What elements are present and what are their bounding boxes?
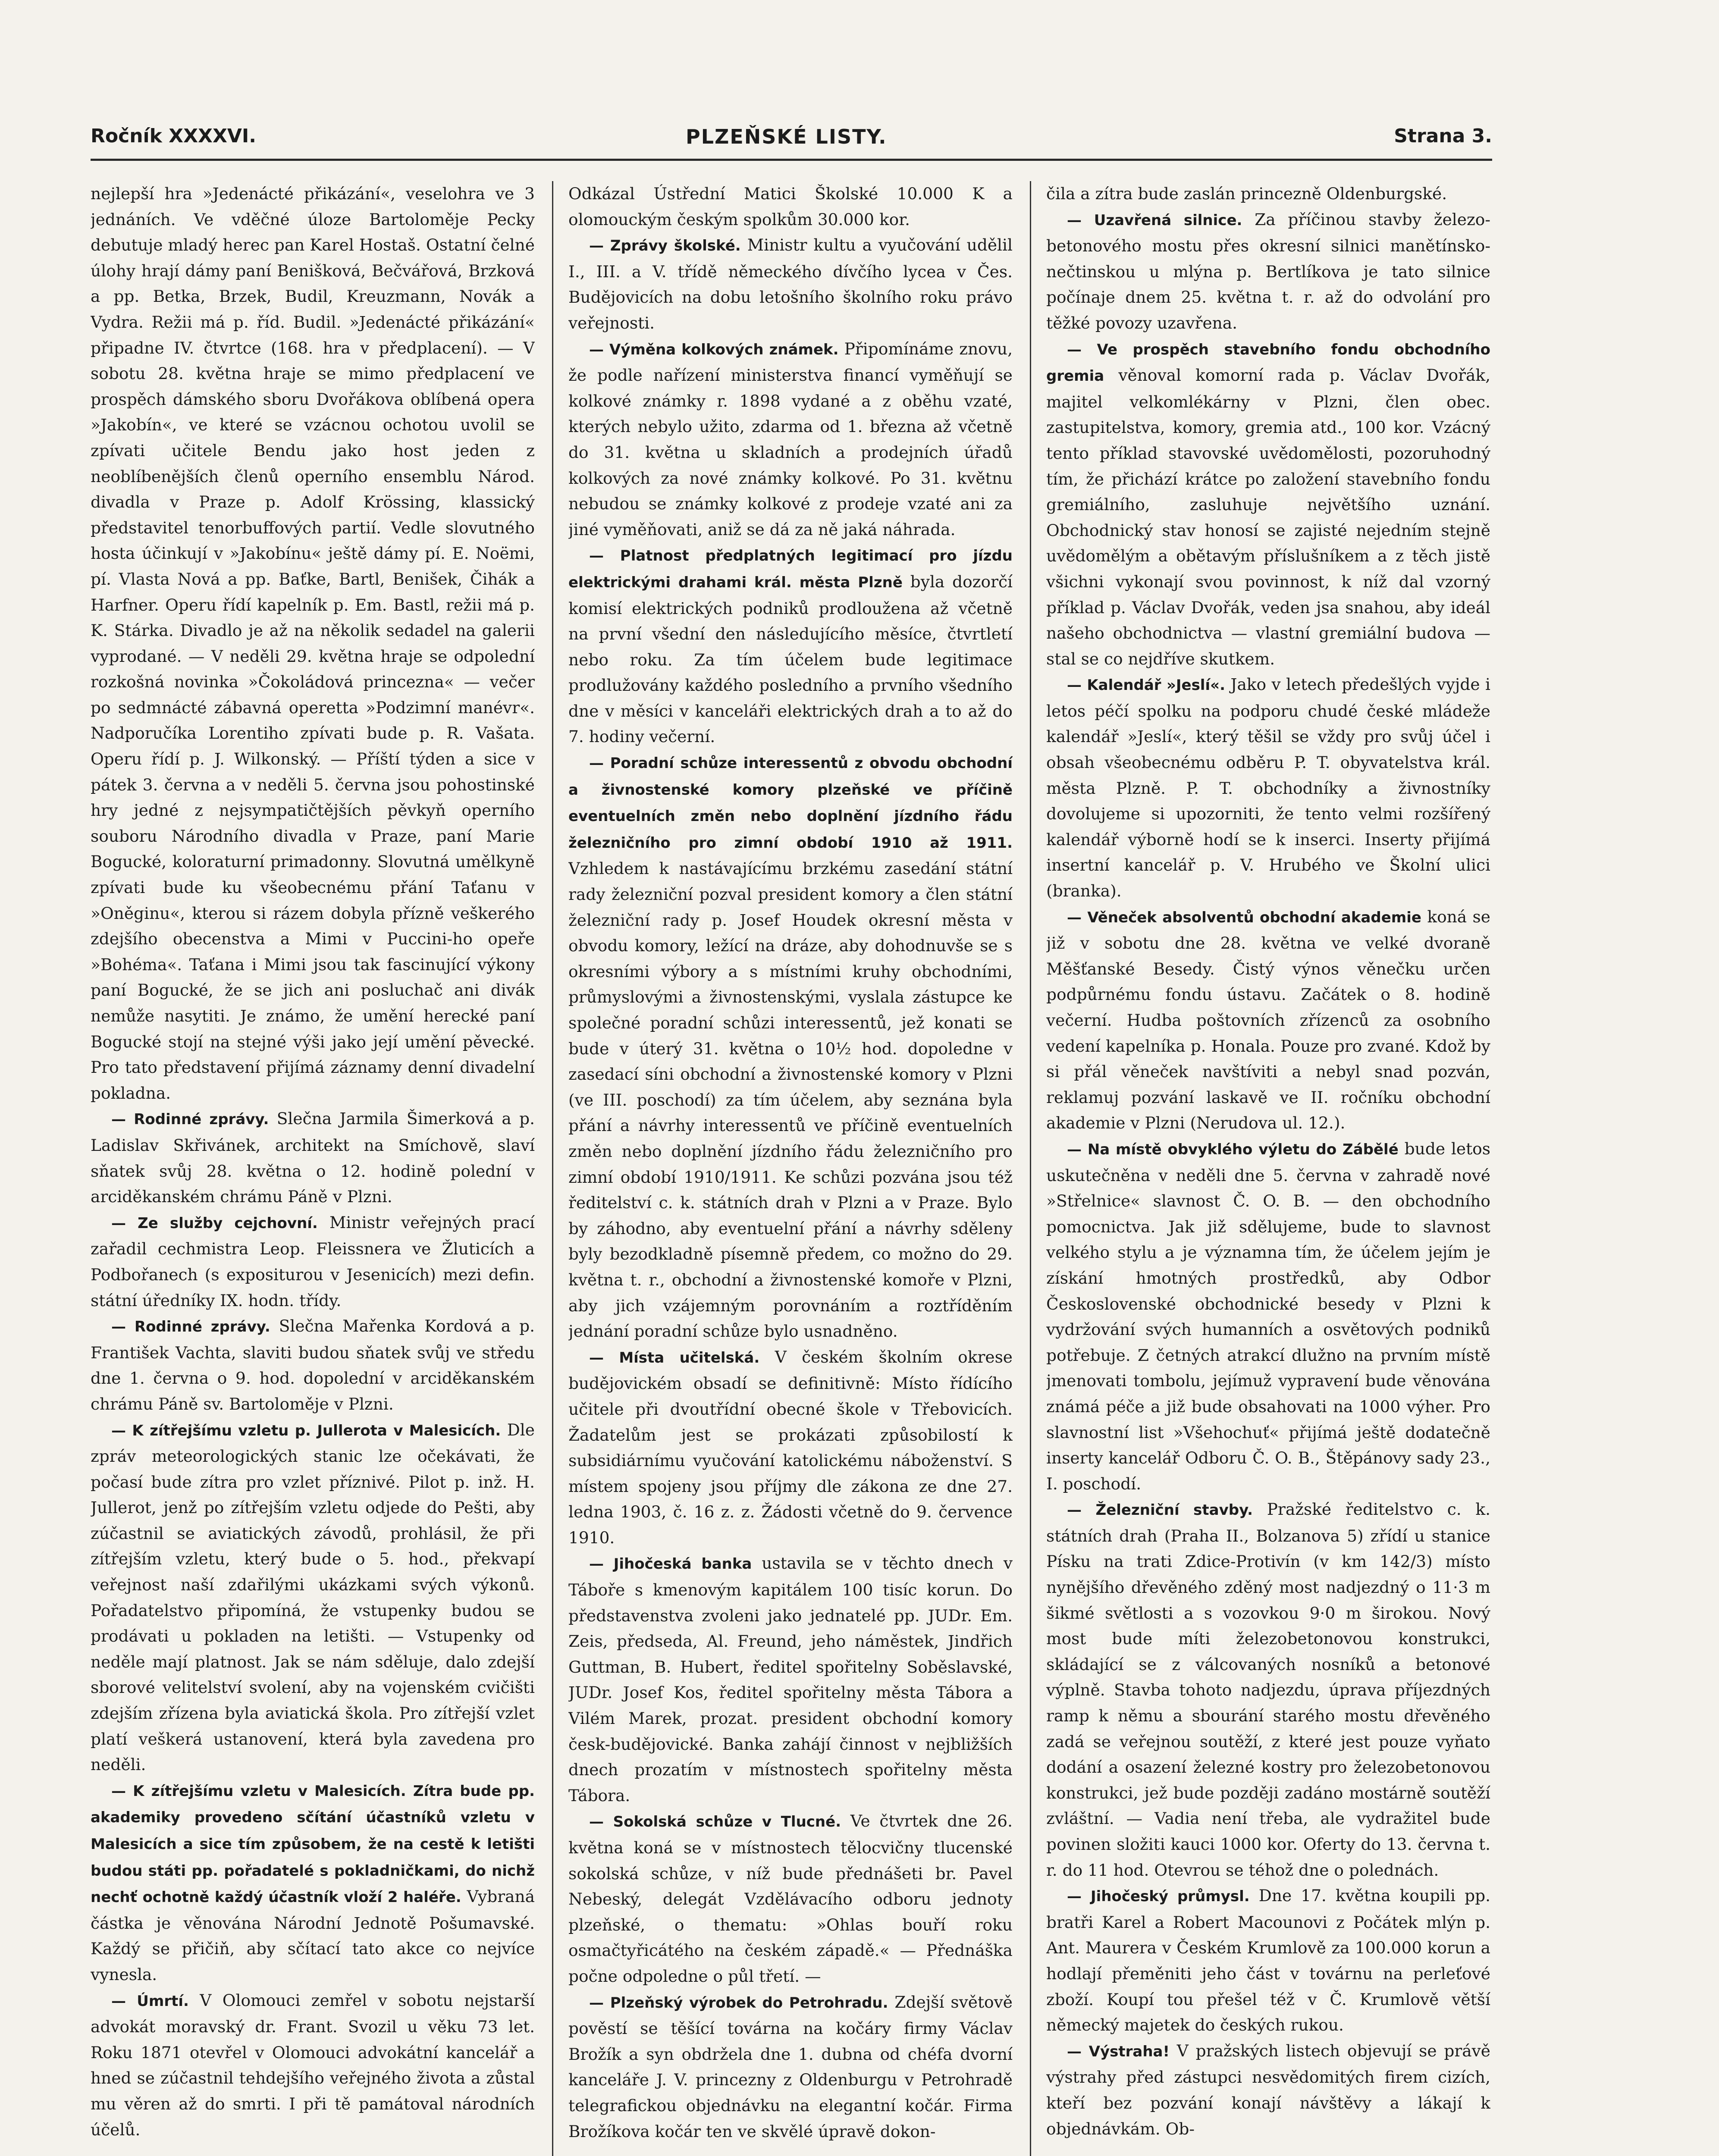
- article-continuation: čila a zítra bude zaslán princezně Oldenburgské.: [1046, 184, 1447, 203]
- article-heading: — Výstraha!: [1067, 2043, 1170, 2060]
- article-body: V pražských listech objevují se právě výstrahy před zástupci nesvědomitých firem cizích, kteří bez pozvání konají návštěvy a lákají k objednávkám. Ob-: [1046, 2041, 1490, 2138]
- article-heading: — Železniční stavby.: [1067, 1501, 1253, 1519]
- article-heading: — Platnost předplatných legitimací pro jízdu elektrickými drahami král. města Plzně: [568, 547, 1013, 591]
- article-body: Ministr kultu a vyučování udělil I., III. a V. třídě německého dívčího lycea v Čes. Budějovicích na dobu letošního školního roku právo veřejnosti.: [568, 235, 1013, 332]
- article-industry: [1046, 1883, 1490, 2038]
- article-body: Vybraná částka je věnována Národní Jednotě Pošumavské. Každý se přičiň, aby sčítací tato akce co nejvíce vynesla.: [91, 1887, 535, 1984]
- article-heading: — K zítřejšímu vzletu p. Jullerota v Malesicích.: [111, 1422, 501, 1439]
- article-body: Jako v letech předešlých vyjde i letos péčí spolku na podporu chudé české mládeže kalendář »Jeslí«, který těšil se vždy pro svůj účel i obsah všeobecnému odběru P. T. obyvatelstva král. města Plzně. P. T. obchodníky a živnostníky dovolujeme si upozorniti, že tento velmi rozšířený kalendář výborně hodí se k inserci. Inserty přijímá insertní kancelář p. V. Hrubého ve Školní ulici (branka).: [1046, 675, 1490, 901]
- article-body: Ve čtvrtek dne 26. května koná se v místnostech tělocvičny tlucenské sokolská schůze, v níž bude přednášeti br. Pavel Nebeský, delegát Vzdělávacího odboru jednoty plzeňské, o thematu: »Ohlas bouří roku osmačtyřicátého na českém západě.« — Přednáška počne odpoledne o půl třetí. —: [568, 1811, 1013, 1986]
- article-body: bude letos uskutečněna v neděli dne 5. června v zahradě nové »Střelnice« slavnost Č. O. B. — den obchodního pomocnictva. Jak již sdělujeme, bude to slavnost velkého stylu a je významna tím, že účelem jejím je získání hmotných prostředků, aby Odbor Československé obchodnické besedy v Plzni k vydržování svých humanních a osvětových podniků potřebuje. Z četných atrakcí dlužno na prvním místě jmenovati tombolu, jejímuž vypravení bude věnována známá péče a již bude obsahovati na 1000 výher. Pro slavnostní list »Všehochuť« přijímá ještě dodatečně inserty kancelář Odboru Č. O. B., Štěpánovy sady 23., I. poschodí.: [1046, 1139, 1490, 1493]
- article-teacher-posts: [568, 1344, 1013, 1551]
- volume-number: Ročník XXXXVI.: [91, 125, 257, 147]
- article-tram-passes: [568, 542, 1013, 750]
- article-family-news: [91, 1106, 535, 1210]
- header-rule: [91, 159, 1492, 161]
- article-body: Za příčinou stavby železo-betonového mostu přes okresní silnici manětínsko-nečtinskou u mlýna p. Bertlíkova je tato silnice počínaje dnem 25. května t. r. až do odvolání pro těžké povozy uzavřena.: [1046, 210, 1490, 332]
- column-divider: [552, 181, 553, 2156]
- article-timetable-meeting: [568, 750, 1013, 1344]
- article-heading: — Věneček absolventů obchodní akademie: [1067, 909, 1421, 926]
- article-calendar: [1046, 672, 1490, 904]
- article-body: Zdejší světově pověstí se těšící továrna na kočáry firmy Václav Brožík a syn obdržela dne 1. dubna od chéfa dvorní kanceláře J. V. princezny z Oldenburgu v Petrohradě telegrafickou objednávku na elegantní kočár. Firma Brožíkova kočár ten ve skvělé úpravě dokon-: [568, 1992, 1013, 2141]
- newspaper-title: PLZEŇSKÉ LISTY.: [686, 125, 887, 148]
- article-body: koná se již v sobotu dne 28. května ve velké dvoraně Měšťanské Besedy. Čistý výnos věnečku určen podpůrnému fondu ústavu. Začátek o 8. hodině večerní. Hudba poštovních zřízenců za osobního vedení kapelníka p. Honala. Pouze pro zvané. Kdož by si přál věneček navštíviti a nebyl snad pozván, reklamuj pozvání laskavě ve II. ročníku obchodní akademie v Plzni (Nerudova ul. 12.).: [1046, 907, 1490, 1133]
- article-body: Dne 17. května koupili pp. bratři Karel a Robert Macounovi z Počátek mlýn p. Ant. Maurera v Českém Krumlově za 100.000 korun a hodlají přeměniti jeho část v továrnu na perleťové zboží. Koupí tou přešel též v Č. Krumlově větší německý majetek do českých rukou.: [1046, 1886, 1490, 2035]
- article-heading: — Jihočeský průmysl.: [1067, 1888, 1250, 1905]
- article-heading: — Plzeňský výrobek do Petrohradu.: [589, 1994, 888, 2012]
- article-heading: — Výměna kolkových známek.: [589, 341, 839, 358]
- article-body: Ministr veřejných prací zařadil cechmistra Leop. Fleissnera ve Žluticích a Podbořanech (s expositurou v Jesenicích) mezi defin. státní úředníky IX. hodn. třídy.: [91, 1213, 535, 1310]
- article-body: V českém školním okrese budějovickém obsadí se definitivně: Místo řídícího učitele při dvoutřídní obecné škole v Třebovicích. Žadatelům jest se prokázati způsobilostí k subsidiárnímu vyučování katolickému náboženství. S místem spojeny jsou příjmy dle zákona ze dne 27. ledna 1903, č. 16 z. z. Žádosti včetně do 9. července 1910.: [568, 1347, 1013, 1547]
- article-continuation: Odkázal Ústřední Matici Školské 10.000 K a olomouckým českým spolkům 30.000 kor.: [568, 184, 1013, 229]
- article-body: Dle zpráv meteorologických stanic lze očekávati, že počasí bude zítra pro vzlet příznivé. Pilot p. inž. H. Jullerot, jenž po zítřejším vzletu odjede do Pešti, aby zúčastnil se aviatických závodů, prohlásil, že při zítřejším vzletu, který bude o 5. hod., překvapí veřejnost naší zdařilými ukázkami svých výkonů. Pořadatelstvo připomíná, že vstupenky budou se prodávati u pokladen na letišti. — Vstupenky od neděle mají platnost. Jak se nám sděluje, dalo zdejší sborové velitelství svolení, aby na vojenském cvičišti zdejším zřízena byla aviatická škola. Pro zítřejší vzlet platí veškerá ustanovení, která byla zavedena pro neděli.: [91, 1420, 535, 1774]
- article-family-news-2: [91, 1313, 535, 1417]
- article-heading: — Zprávy školské.: [589, 237, 741, 255]
- column-3: [1046, 181, 1490, 2156]
- article-heading: — Sokolská schůze v Tlucné.: [589, 1813, 841, 1831]
- article-railway-construction: [1046, 1497, 1490, 1883]
- article-heading: — Jihočeská banka: [589, 1555, 752, 1573]
- column-1: [91, 181, 535, 2156]
- article-heading: — Poradní schůze interessentů z obvodu obchodní a živnostenské komory plzeňské ve příčině eventuelních změn nebo doplnění jízdního řádu železničního pro zimní období 1910 až 1911.: [568, 755, 1013, 852]
- article-body: V Olomouci zemřel v sobotu nejstarší advokát moravský dr. Frant. Svozil u věku 73 let. Roku 1871 otevřel v Olomouci advokátní kancelář a hned se zúčastnil tehdejšího veřejného života a zůstal mu věren až do smrti. I při tě památoval národních účelů.: [91, 1990, 535, 2139]
- article-theatre: nejlepší hra »Jedenácté přikázání«, veselohra ve 3 jednáních. Ve vděčné úloze Bartoloměje Pecky debutuje mladý herec pan Karel Hostaš. Ostatní čelné úlohy hrají dámy paní Benišková, Bečvářová, Brzková a pp. Betka, Brzek, Budil, Kreuzmann, Novák a Vydra. Režii má p. říd. Budil. »Jedenácté přikázání« připadne IV. čtvrtce (168. hra v předplacení). — V sobotu 28. května hraje se mimo předplacení ve prospěch dámského sboru Dvořákova oblíbená opera »Jakobín«, ve které se vzácnou ochotou uvolil se zpívati učitele Bendu jako host jeden z neoblíbenějších členů operního ensemblu Národ. divadla v Praze p. Adolf Krössing, klassický představitel tenorbuffových partií. Vedle slovutného hosta účinkují v »Jakobínu« ještě dámy pí. E. Noëmi, pí. Vlasta Nová a pp. Baťke, Bartl, Benišek, Čihák a Harfner. Operu řídí kapelník p. Em. Bastl, režii má p. K. Stárka. Divadlo je až na několik sedadel na galerii vyprodané. — V neděli 29. května hraje se odpolední rozkošná novinka »Čokoládová princezna« — večer po sedmnácté zábavná operetta »Podzimní manévr«. Nadporučíka Lorentiho zpívati bude p. R. Vašata. Operu řídí p. J. Wilkonský. — Příští týden a sice v pátek 3. června a v neděli 5. června jsou pohostinské hry jedné z nejsympatičtějších pěvkyň operního souboru Národního divadla v Praze, paní Marie Bogucké, koloraturní primadonny. Slovutná umělkyně zpívati bude ku všeobecnému přání Taťanu v »Oněginu«, kterou si rázem dobyla přízně veškerého zdejšího obecenstva a Mimi v Puccini-ho opeře »Bohéma«. Taťana i Mimi jsou tak fascinující výkony paní Bogucké, že se jich ani posluchač ani divák nemůže nasytiti. Je známo, že umění herecké paní Bogucké stojí na stejné výši jako její umění pěvecké. Pro tato představení přijímá záznamy denní divadelní pokladna.: [91, 184, 535, 1103]
- article-sokol-meeting: [568, 1808, 1013, 1989]
- article-body: Slečna Mařenka Kordová a p. František Vachta, slaviti budou sňatek svůj ve středu dne 1. června o 9. hod. dopolední v arciděkanském chrámu Páně sv. Bartoloměje v Plzni.: [91, 1316, 535, 1413]
- article-stamp-exchange: [568, 336, 1013, 543]
- article-south-bohemian-bank: [568, 1551, 1013, 1808]
- article-body: Vzhledem k nastávajícímu brzkému zasedání státní rady železniční pozval president komory a člen státní železniční rady p. Josef Houdek okresní města v obvodu komory, ležící na dráze, aby dohodnuvše se s okresními výbory a s místními kruhy obchodními, průmyslovými a živnostenskými, vyslala zástupce ke společné poradní schůzi interessentů, jež konati se bude v úterý 31. května o 10½ hod. dopoledne v zasedací síni obchodní a živnostenské komory v Plzni (ve III. poschodí) za tím účelem, aby seznána byla přání a návrhy interessentů ve příčině eventuelních změn nebo doplnění jízdního řádu železničního pro zimní období 1910/1911. Ke schůzi pozvána jsou též ředitelství c. k. státních drah v Plzni a v Praze. Bylo by záhodno, aby eventuelní přání a návrhy sděleny byly bezodkladně písemně předem, co možno do 29. května t. r., obchodní a živnostenské komoře v Plzni, aby jich vzájemným porovnáním a roztříděním jednání poradní schůze bylo usnadněno.: [568, 859, 1013, 1341]
- article-celebration: [1046, 1136, 1490, 1497]
- page-number: Strana 3.: [1394, 125, 1492, 147]
- page-header: [91, 125, 1492, 155]
- article-graduates-dance: [1046, 904, 1490, 1136]
- article-body: ustavila se v těchto dnech v Táboře s kmenovým kapitálem 100 tisíc korun. Do představenstva zvoleni jako jednatelé pp. JUDr. Em. Zeis, předseda, Al. Freund, jeho náměstek, Jindřich Guttman, B. Hubert, ředitel spořitelny Soběslavské, JUDr. Josef Kos, ředitel spořitelny města Tábora a Vilém Marek, prozat. president obchodní komory česk-budějovické. Banka zahájí činnost v nejbližších dnech prozatím v místnostech spořitelny města Tábora.: [568, 1554, 1013, 1805]
- column-divider: [1030, 181, 1031, 2156]
- article-jullerot-flight: [91, 1417, 535, 1778]
- article-body: byla dozorčí komisí elektrických podniků prodloužena až včetně na první všední den následujícího měsíce, čtvrtletí nebo roku. Za tím účelem bude legitimace prodlužovány každého posledního a prvního všedního dne v měsíci v kanceláři elektrických drah a to až do 7. hodiny večerní.: [568, 572, 1013, 746]
- article-heading: — Na místě obvyklého výletu do Zábělé: [1067, 1141, 1399, 1158]
- article-heading: — K zítřejšímu vzletu v Malesicích.: [111, 1782, 406, 1800]
- article-heading: — Ve prospěch stavebního fondu obchodního gremia: [1046, 341, 1490, 385]
- article-school-news: [568, 232, 1013, 336]
- article-calibration-service: [91, 1210, 535, 1313]
- article-warning: [1046, 2038, 1490, 2142]
- article-building-fund: [1046, 336, 1490, 672]
- article-carriage-petersburg: [568, 1990, 1013, 2145]
- article-heading: — Kalendář »Jeslí«.: [1067, 677, 1225, 694]
- article-malesice-flight: [91, 1778, 535, 1988]
- article-heading: — Rodinné zprávy.: [111, 1111, 269, 1128]
- article-bold-text: Zítra bude pp. akademiky provedeno sčítání účastníků vzletu v Malesicích a sice tím způsobem, že na cestě k letišti budou státi pp. pořadatelé s pokladničkami, do nichž nechť ochotně každý účastník vloží 2 haléře.: [91, 1782, 535, 1906]
- article-obituary: [91, 1988, 535, 2143]
- article-body: Slečna Jarmila Šimerková a p. Ladislav Skřivánek, architekt na Smíchově, slaví sňatek svůj 28. května o 12. hodině polední v arciděkanském chrámu Páně v Plzni.: [91, 1109, 535, 1206]
- article-heading: — Ze služby cejchovní.: [111, 1214, 318, 1232]
- article-road-closure: [1046, 207, 1490, 336]
- article-heading: — Místa učitelská.: [589, 1349, 760, 1366]
- article-heading: — Úmrtí.: [111, 1992, 189, 2010]
- article-body: Pražské ředitelstvo c. k. státních drah (Praha II., Bolzanova 5) zřídí u stanice Písku na trati Zdice-Protivín (v km 142/3) místo nynějšího dřevěného zděný most nadjezdný o 11·3 m šikmé světlosti a s vozovkou 9·0 m širokou. Nový most bude míti železobetonovou konstrukci, skládající se z válcovaných nosníků a betonové výplně. Stavba tohoto nadjezdu, úprava příjezdných ramp k němu a sbourání starého mostu dřevěného zadá se veřejnou soutěží, z které jest pouze vyňato dodání a osazení železné kostry pro železobetonovou konstrukci, jež bude později zadáno mostárně soutěží zvláštní. — Vadia není třeba, ale vydražitel bude povinen složiti kauci 1000 kor. Oferty do 13. června t. r. do 11 hod. Otevrou se téhož dne o polednách.: [1046, 1500, 1490, 1880]
- article-body: Připomínáme znovu, že podle nařízení ministerstva financí vyměňují se kolkové známky r. 1898 vydané a z oběhu vzaté, kterých nebylo užito, zdarma od 1. března až včetně do 31. května u skladních a prodejních úřadů kolkových za nové známky kolkové. Po 31. květnu nebudou se známky kolkové z prodeje vzaté ani za jiné vyměňovati, aniž se dá za ně jaká náhrada.: [568, 339, 1013, 539]
- article-heading: — Uzavřená silnice.: [1067, 211, 1242, 229]
- column-2: [568, 181, 1013, 2156]
- article-heading: — Rodinné zprávy.: [111, 1318, 270, 1336]
- article-body: věnoval komorní rada p. Václav Dvořák, majitel velkomlékárny v Plzni, člen obec. zastupitelstva, komory, gremia atd., 100 kor. Vzácný tento příklad stavovské uvědomělosti, pozoruhodný tím, že přichází krátce po založení stavebního fondu gremiálního, zasluhuje největšího uznání. Obchodnický stav honosí se zajisté nejedním stejně uvědomělým a obětavým příslušníkem a z těch jistě všichni vykonají svou povinnost, k níž dal vzorný příklad p. Václav Dvořák, veden jsa snahou, aby ideál našeho obchodnictva — vlastní gremiální budova — stal se co nejdříve skutkem.: [1046, 366, 1490, 668]
